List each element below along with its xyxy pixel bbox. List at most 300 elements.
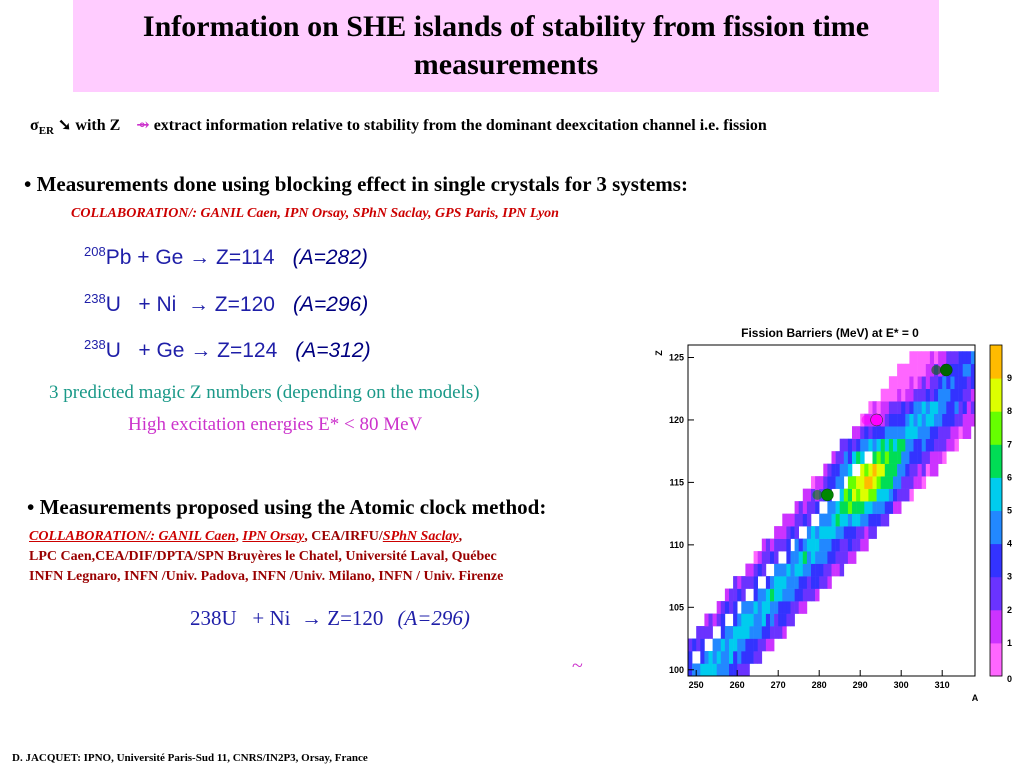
heatmap-cell xyxy=(873,501,877,514)
x-tick-label: 270 xyxy=(770,680,786,690)
heatmap-cell xyxy=(844,464,848,477)
heatmap-cell xyxy=(733,589,737,602)
heatmap-cell xyxy=(877,464,881,477)
heatmap-cell xyxy=(737,664,741,677)
heatmap-cell xyxy=(905,489,909,502)
heatmap-cell xyxy=(901,451,905,464)
heatmap-cell xyxy=(721,651,725,664)
x-tick-label: 250 xyxy=(688,680,704,690)
heatmap-cell xyxy=(840,476,844,489)
heatmap-cell xyxy=(909,351,913,364)
heatmap-cell xyxy=(934,451,938,464)
heatmap-cell xyxy=(774,576,778,589)
heatmap-cell xyxy=(873,451,877,464)
heatmap-cell xyxy=(803,489,807,502)
heatmap-cell xyxy=(967,414,971,427)
heatmap-cell xyxy=(754,651,758,664)
heatmap-cell xyxy=(905,364,909,377)
heatmap-cell xyxy=(934,414,938,427)
heatmap-cell xyxy=(823,514,827,527)
collab-line-3: INFN Legnaro, INFN /Univ. Padova, INFN /Univ. Milano, INFN / Univ. Firenze xyxy=(29,569,504,584)
heatmap-cell xyxy=(840,526,844,539)
heatmap-cell xyxy=(799,501,803,514)
heatmap-cell xyxy=(741,601,745,614)
heatmap-cell xyxy=(696,664,700,677)
heatmap-cell xyxy=(717,664,721,677)
heatmap-cell xyxy=(778,539,782,552)
collab-line-2: LPC Caen,CEA/DIF/DPTA/SPN Bruyères le Chatel, Université Laval, Québec xyxy=(29,549,497,564)
heatmap-cell xyxy=(737,651,741,664)
heatmap-cell xyxy=(729,601,733,614)
heatmap-cell xyxy=(893,414,897,427)
heatmap-cell xyxy=(807,501,811,514)
heatmap-cell xyxy=(877,439,881,452)
heatmap-cell xyxy=(700,651,704,664)
heatmap-cell xyxy=(786,551,790,564)
heatmap-cell xyxy=(745,639,749,652)
heatmap-cell xyxy=(774,601,778,614)
heatmap-cell xyxy=(922,451,926,464)
heatmap-cell xyxy=(844,514,848,527)
reaction-line xyxy=(84,291,368,317)
heatmap-cell xyxy=(860,451,864,464)
heatmap-cell xyxy=(799,589,803,602)
heatmap-cell xyxy=(934,351,938,364)
heatmap-cell xyxy=(918,376,922,389)
heatmap-cell xyxy=(889,451,893,464)
heatmap-cell xyxy=(721,614,725,627)
heatmap-cell xyxy=(930,439,934,452)
heatmap-cell xyxy=(766,551,770,564)
heatmap-cell xyxy=(926,414,930,427)
heatmap-cell xyxy=(909,389,913,402)
nucleus-marker xyxy=(821,489,833,501)
heatmap-cell xyxy=(709,614,713,627)
heatmap-cell xyxy=(946,439,950,452)
heatmap-cell xyxy=(967,426,971,439)
heatmap-cell xyxy=(873,464,877,477)
heatmap-cell xyxy=(885,501,889,514)
heatmap-cell xyxy=(967,364,971,377)
heatmap-cell xyxy=(897,401,901,414)
footer-credit: D. JACQUET: IPNO, Université Paris-Sud 11, CNRS/IN2P3, Orsay, France xyxy=(12,752,368,764)
heatmap-cell xyxy=(950,439,954,452)
heatmap-cell xyxy=(758,589,762,602)
colorbar-tick-label: 7 xyxy=(1007,439,1013,450)
heatmap-cell xyxy=(926,426,930,439)
heatmap-cell xyxy=(909,476,913,489)
heatmap-cell xyxy=(856,489,860,502)
heatmap-cell xyxy=(901,464,905,477)
heatmap-cell xyxy=(844,489,848,502)
heatmap-cell xyxy=(901,389,905,402)
heatmap-cell xyxy=(713,614,717,627)
heatmap-cell xyxy=(897,389,901,402)
heatmap-cell xyxy=(955,351,959,364)
heatmap-cell xyxy=(848,551,852,564)
heatmap-cell xyxy=(840,501,844,514)
colorbar-segment xyxy=(990,511,1002,545)
heatmap-cell xyxy=(811,539,815,552)
heatmap-cell xyxy=(922,389,926,402)
heatmap-cell xyxy=(807,564,811,577)
heatmap-cell xyxy=(754,614,758,627)
heatmap-cell xyxy=(942,376,946,389)
heatmap-cell xyxy=(741,639,745,652)
collab-sphn: SPhN Saclay xyxy=(382,529,459,544)
heatmap-cell xyxy=(946,376,950,389)
heatmap-cell xyxy=(922,439,926,452)
heatmap-cell xyxy=(799,576,803,589)
heatmap-cell xyxy=(950,389,954,402)
heatmap-cell xyxy=(926,376,930,389)
heatmap-cell xyxy=(815,539,819,552)
heatmap-cell xyxy=(725,664,729,677)
section1-heading: • Measurements done using blocking effect in single crystals for 3 systems: xyxy=(24,172,688,196)
heatmap-cell xyxy=(750,626,754,639)
heatmap-cell xyxy=(918,439,922,452)
heatmap-cell xyxy=(782,589,786,602)
heatmap-cell xyxy=(897,451,901,464)
heatmap-cell xyxy=(959,401,963,414)
heatmap-cell xyxy=(922,401,926,414)
heatmap-cell xyxy=(791,589,795,602)
heatmap-cell xyxy=(868,526,872,539)
heatmap-cell xyxy=(840,464,844,477)
heatmap-cell xyxy=(893,439,897,452)
heatmap-cell xyxy=(832,539,836,552)
heatmap-cell xyxy=(766,626,770,639)
heatmap-cell xyxy=(955,376,959,389)
marker-halo xyxy=(931,365,941,375)
heatmap-cell xyxy=(745,564,749,577)
heatmap-cell xyxy=(918,426,922,439)
heatmap-cell xyxy=(786,564,790,577)
heatmap-cell xyxy=(955,401,959,414)
heatmap-cell xyxy=(930,351,934,364)
heatmap-cell xyxy=(799,551,803,564)
heatmap-cell xyxy=(856,539,860,552)
heatmap-cell xyxy=(873,514,877,527)
heatmap-cell xyxy=(778,564,782,577)
heatmap-cell xyxy=(704,664,708,677)
chart-title: Fission Barriers (MeV) at E* = 0 xyxy=(741,326,919,340)
y-tick-label: 115 xyxy=(669,477,684,488)
heatmap-cell xyxy=(967,376,971,389)
heatmap-cell xyxy=(811,564,815,577)
marker-halo xyxy=(812,490,822,500)
heatmap-cell xyxy=(791,601,795,614)
heatmap-cell xyxy=(803,501,807,514)
heatmap-cell xyxy=(914,451,918,464)
heatmap-cell xyxy=(832,464,836,477)
heatmap-cell xyxy=(881,489,885,502)
heatmap-cell xyxy=(827,551,831,564)
heatmap-cell xyxy=(700,664,704,677)
heatmap-cell xyxy=(942,401,946,414)
heatmap-cell xyxy=(840,451,844,464)
heatmap-cell xyxy=(754,601,758,614)
colorbar-tick-label: 2 xyxy=(1007,604,1013,615)
fission-barrier-chart xyxy=(650,320,1024,710)
heatmap-cell xyxy=(848,476,852,489)
heatmap-cell xyxy=(778,589,782,602)
heatmap-cell xyxy=(770,589,774,602)
heatmap-cell xyxy=(930,376,934,389)
heatmap-cell xyxy=(914,389,918,402)
heatmap-cell xyxy=(811,576,815,589)
heatmap-cell xyxy=(955,439,959,452)
heatmap-cell xyxy=(893,376,897,389)
heatmap-cell xyxy=(815,551,819,564)
heatmap-cell xyxy=(914,464,918,477)
heatmap-cell xyxy=(868,464,872,477)
heatmap-cell xyxy=(795,576,799,589)
heatmap-cell xyxy=(791,576,795,589)
heatmap-cell xyxy=(819,576,823,589)
heatmap-cell xyxy=(926,401,930,414)
heatmap-cell xyxy=(807,576,811,589)
heatmap-cell xyxy=(803,514,807,527)
heatmap-cell xyxy=(799,539,803,552)
heatmap-cell xyxy=(770,551,774,564)
heatmap-cell xyxy=(823,551,827,564)
heatmap-cell xyxy=(700,639,704,652)
heatmap-cell xyxy=(893,501,897,514)
heatmap-cell xyxy=(868,426,872,439)
colorbar-tick-label: 0 xyxy=(1007,674,1013,684)
heatmap-cell xyxy=(803,601,807,614)
heatmap-cell xyxy=(782,626,786,639)
heatmap-cell xyxy=(889,389,893,402)
heatmap-cell xyxy=(832,514,836,527)
heatmap-cell xyxy=(692,639,696,652)
heatmap-cell xyxy=(856,451,860,464)
heatmap-cell xyxy=(758,639,762,652)
heatmap-cell xyxy=(844,526,848,539)
colorbar-segment xyxy=(990,643,1002,677)
heatmap-cell xyxy=(827,476,831,489)
heatmap-cell xyxy=(704,614,708,627)
heatmap-cell xyxy=(926,364,930,377)
heatmap-cell xyxy=(893,426,897,439)
heatmap-cell xyxy=(946,414,950,427)
heatmap-cell xyxy=(905,476,909,489)
x-tick-label: 260 xyxy=(729,680,745,690)
heatmap-cell xyxy=(893,451,897,464)
heatmap-cell xyxy=(877,426,881,439)
collab-cea: , CEA/IRFU/ xyxy=(304,529,383,544)
heatmap-cell xyxy=(840,439,844,452)
heatmap-cell xyxy=(864,464,868,477)
heatmap-cell xyxy=(848,451,852,464)
heatmap-cell xyxy=(893,476,897,489)
heatmap-cell xyxy=(836,514,840,527)
heatmap-cell xyxy=(889,401,893,414)
heatmap-cell xyxy=(807,539,811,552)
sigma-subscript: ER xyxy=(38,125,54,138)
colorbar-segment xyxy=(990,411,1002,445)
heatmap-cell xyxy=(758,614,762,627)
heatmap-cell xyxy=(807,514,811,527)
heatmap-cell xyxy=(819,539,823,552)
heatmap-cell xyxy=(786,539,790,552)
heatmap-cell xyxy=(803,589,807,602)
heatmap-cell xyxy=(770,614,774,627)
heatmap-cell xyxy=(840,564,844,577)
heatmap-cell xyxy=(791,526,795,539)
heatmap-cell xyxy=(926,389,930,402)
heatmap-cell xyxy=(717,639,721,652)
heatmap-cell xyxy=(881,464,885,477)
tilde-mark: ~ xyxy=(572,655,583,677)
heatmap-cell xyxy=(955,426,959,439)
heatmap-cell xyxy=(905,426,909,439)
heatmap-cell xyxy=(963,414,967,427)
heatmap-cell xyxy=(905,376,909,389)
heatmap-cell xyxy=(901,364,905,377)
heatmap-cell xyxy=(938,351,942,364)
heatmap-cell xyxy=(766,614,770,627)
heatmap-cell xyxy=(741,576,745,589)
heatmap-cell xyxy=(823,526,827,539)
heatmap-cell xyxy=(827,514,831,527)
heatmap-cell xyxy=(745,614,749,627)
heatmap-cell xyxy=(860,476,864,489)
heatmap-cell xyxy=(836,551,840,564)
heatmap-cell xyxy=(795,501,799,514)
heatmap-cell xyxy=(868,476,872,489)
heatmap-cell xyxy=(786,514,790,527)
heatmap-cell xyxy=(770,539,774,552)
heatmap-cell xyxy=(758,601,762,614)
heatmap-cell xyxy=(881,451,885,464)
collab-line-1: COLLABORATION/: GANIL Caen, IPN Orsay, CEA/IRFU/SPhN Saclay, xyxy=(29,529,463,544)
reaction-text: U + Ge → Z=124 xyxy=(105,339,278,362)
heatmap-cell xyxy=(778,601,782,614)
heatmap-cell xyxy=(791,551,795,564)
heatmap-cell xyxy=(930,426,934,439)
heatmap-cell xyxy=(704,651,708,664)
heatmap-cell xyxy=(836,464,840,477)
heatmap-cell xyxy=(864,526,868,539)
slide-title: Information on SHE islands of stability from fission time measurements xyxy=(142,10,870,81)
heatmap-cell xyxy=(774,589,778,602)
heatmap-cell xyxy=(897,476,901,489)
colorbar-segment xyxy=(990,544,1002,578)
heatmap-cell xyxy=(938,376,942,389)
heatmap-cell xyxy=(909,376,913,389)
heatmap-cell xyxy=(741,664,745,677)
heatmap-cell xyxy=(762,539,766,552)
heatmap-cell xyxy=(926,351,930,364)
heatmap-cell xyxy=(737,639,741,652)
heatmap-cell xyxy=(836,501,840,514)
heatmap-cell xyxy=(840,514,844,527)
heatmap-cell xyxy=(959,351,963,364)
heatmap-cell xyxy=(885,401,889,414)
heatmap-cell xyxy=(926,439,930,452)
heatmap-cell xyxy=(889,426,893,439)
heatmap-cell xyxy=(848,501,852,514)
heatmap-cell xyxy=(786,589,790,602)
heatmap-cell xyxy=(840,489,844,502)
heatmap-cell xyxy=(860,514,864,527)
heatmap-cell xyxy=(856,476,860,489)
heatmap-cell xyxy=(934,389,938,402)
heatmap-cell xyxy=(922,464,926,477)
heatmap-cell xyxy=(905,414,909,427)
heatmap-cell xyxy=(774,539,778,552)
heatmap-cell xyxy=(914,376,918,389)
heatmap-cell xyxy=(938,426,942,439)
reaction-text: 238U + Ni → Z=120 xyxy=(190,606,384,630)
heatmap-cell xyxy=(873,476,877,489)
heatmap-cell xyxy=(823,464,827,477)
heatmap-cell xyxy=(717,614,721,627)
heatmap-cell xyxy=(918,364,922,377)
heatmap-cell xyxy=(729,664,733,677)
heatmap-cell xyxy=(733,626,737,639)
heatmap-cell xyxy=(905,464,909,477)
heatmap-cell xyxy=(918,351,922,364)
heatmap-cell xyxy=(864,539,868,552)
colorbar-segment xyxy=(990,577,1002,611)
mass-number: 238 xyxy=(84,291,106,306)
heatmap-cell xyxy=(934,426,938,439)
heatmap-cell xyxy=(819,526,823,539)
heatmap-cell xyxy=(786,576,790,589)
heatmap-cell xyxy=(733,651,737,664)
heatmap-cell xyxy=(946,401,950,414)
heatmap-cell xyxy=(868,439,872,452)
heatmap-cell xyxy=(873,526,877,539)
heatmap-cell xyxy=(688,651,692,664)
heatmap-cell xyxy=(852,551,856,564)
heatmap-cell xyxy=(901,489,905,502)
heatmap-cell xyxy=(922,476,926,489)
colorbar-tick-label: 6 xyxy=(1007,472,1013,483)
y-axis-label: Z xyxy=(654,350,664,356)
heatmap-cell xyxy=(688,639,692,652)
heatmap-cell xyxy=(877,489,881,502)
heatmap-cell xyxy=(819,551,823,564)
heatmap-cell xyxy=(750,601,754,614)
heatmap-cell xyxy=(782,576,786,589)
heatmap-cell xyxy=(729,651,733,664)
heatmap-cell xyxy=(844,539,848,552)
x-tick-label: 310 xyxy=(934,680,950,690)
heatmap-cell xyxy=(750,576,754,589)
heatmap-cell xyxy=(909,489,913,502)
heatmap-cell xyxy=(815,476,819,489)
heatmap-cell xyxy=(758,626,762,639)
heatmap-cell xyxy=(791,614,795,627)
heatmap-cell xyxy=(782,614,786,627)
heatmap-cell xyxy=(754,564,758,577)
heatmap-cell xyxy=(967,389,971,402)
heatmap-cell xyxy=(860,526,864,539)
heatmap-cell xyxy=(881,389,885,402)
heatmap-cell xyxy=(905,439,909,452)
heatmap-cell xyxy=(827,576,831,589)
atomic-clock-reaction xyxy=(190,606,470,631)
collab-ganil: COLLABORATION/: GANIL Caen xyxy=(29,529,236,544)
heatmap-cell xyxy=(852,489,856,502)
heatmap-cell xyxy=(897,439,901,452)
heatmap-cell xyxy=(889,439,893,452)
heatmap-cell xyxy=(881,476,885,489)
